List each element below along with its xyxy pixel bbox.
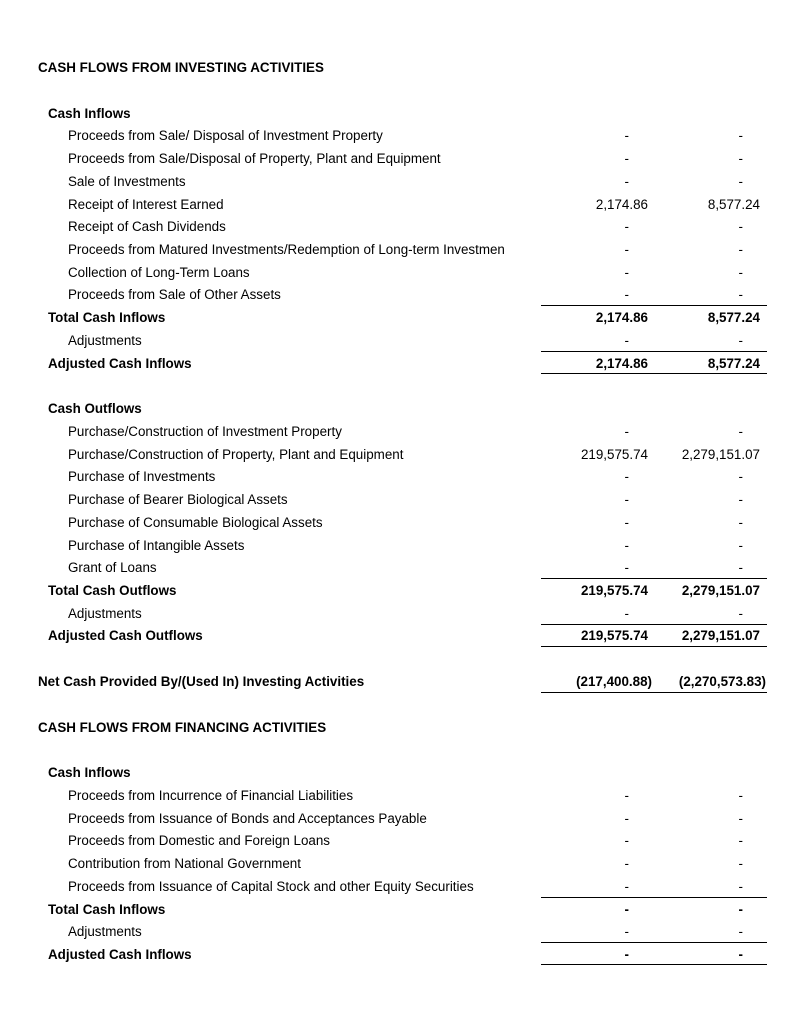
table-row	[0, 241, 795, 259]
table-row	[0, 446, 795, 464]
line-item-label: Proceeds from Issuance of Bonds and Acceptances Payable	[68, 811, 427, 826]
total-rule	[541, 305, 767, 306]
section-heading: CASH FLOWS FROM INVESTING ACTIVITIES	[38, 60, 324, 75]
prior-year-value: 2,279,151.07	[681, 447, 760, 462]
total-label: Total Cash Inflows	[48, 902, 166, 917]
table-row	[0, 878, 795, 896]
current-year-value: -	[624, 924, 629, 939]
line-item-label: Purchase/Construction of Property, Plant and Equipment	[68, 447, 404, 462]
current-year-value: -	[624, 788, 629, 803]
current-year-value: -	[624, 538, 629, 553]
table-row	[0, 537, 795, 555]
table-row	[0, 196, 795, 214]
table-row	[0, 173, 795, 191]
total-rule	[541, 692, 767, 693]
adjusted-total-row	[0, 627, 795, 645]
current-year-value: -	[624, 469, 629, 484]
current-year-net: (217,400.88)	[576, 674, 652, 689]
total-rule	[541, 624, 767, 625]
line-item-label: Receipt of Cash Dividends	[68, 219, 226, 234]
current-year-value: -	[624, 811, 629, 826]
current-year-value: -	[624, 515, 629, 530]
prior-year-value: -	[738, 879, 743, 894]
prior-year-value: -	[738, 924, 743, 939]
total-row	[0, 309, 795, 327]
table-row	[0, 264, 795, 282]
current-year-value: -	[624, 833, 629, 848]
total-rule	[541, 646, 767, 647]
current-year-value: -	[624, 265, 629, 280]
current-year-value: -	[624, 424, 629, 439]
adjusted-total-row	[0, 946, 795, 964]
adjustments-row	[0, 923, 795, 941]
current-year-value: -	[624, 287, 629, 302]
prior-year-value: -	[738, 174, 743, 189]
current-year-value: -	[624, 151, 629, 166]
total-rule	[541, 964, 767, 965]
prior-year-value: 8,577.24	[707, 197, 760, 212]
subsection-heading-row	[0, 105, 795, 123]
subsection-heading-row	[0, 764, 795, 782]
total-label: Total Cash Inflows	[48, 310, 166, 325]
table-row	[0, 150, 795, 168]
line-item-label: Proceeds from Sale/Disposal of Property, Plant and Equipment	[68, 151, 441, 166]
prior-year-total: 2,279,151.07	[681, 628, 760, 643]
subsection-heading: Cash Outflows	[48, 401, 142, 416]
prior-year-value: -	[738, 560, 743, 575]
current-year-value: -	[624, 219, 629, 234]
table-row	[0, 468, 795, 486]
prior-year-value: -	[738, 424, 743, 439]
table-row	[0, 787, 795, 805]
current-year-total: 219,575.74	[580, 583, 648, 598]
prior-year-value: -	[738, 515, 743, 530]
section-heading-row	[0, 719, 795, 737]
line-item-label: Purchase of Intangible Assets	[68, 538, 245, 553]
prior-year-value: -	[738, 333, 743, 348]
net-cash-label: Net Cash Provided By/(Used In) Investing Activities	[38, 674, 365, 689]
current-year-value: -	[624, 492, 629, 507]
prior-year-value: -	[738, 219, 743, 234]
total-rule	[541, 578, 767, 579]
current-year-total: 2,174.86	[595, 310, 648, 325]
prior-year-value: -	[738, 538, 743, 553]
line-item-label: Collection of Long-Term Loans	[68, 265, 250, 280]
section-heading: CASH FLOWS FROM FINANCING ACTIVITIES	[38, 720, 327, 735]
prior-year-net: (2,270,573.83)	[678, 674, 766, 689]
line-item-label: Proceeds from Sale of Other Assets	[68, 287, 281, 302]
prior-year-value: -	[738, 242, 743, 257]
current-year-value: 219,575.74	[580, 447, 648, 462]
prior-year-total: 2,279,151.07	[681, 583, 760, 598]
adjusted-total-label: Adjusted Cash Inflows	[48, 356, 192, 371]
prior-year-total: 8,577.24	[707, 310, 760, 325]
prior-year-total: 8,577.24	[707, 356, 760, 371]
line-item-label: Purchase of Consumable Biological Assets	[68, 515, 323, 530]
table-row	[0, 832, 795, 850]
table-row	[0, 559, 795, 577]
prior-year-value: -	[738, 811, 743, 826]
current-year-value: 2,174.86	[595, 197, 648, 212]
adjusted-total-label: Adjusted Cash Inflows	[48, 947, 192, 962]
current-year-total: -	[624, 902, 629, 917]
prior-year-value: -	[738, 151, 743, 166]
table-row	[0, 514, 795, 532]
table-row	[0, 491, 795, 509]
adjustments-label: Adjustments	[68, 924, 142, 939]
total-row	[0, 901, 795, 919]
subsection-heading: Cash Inflows	[48, 765, 131, 780]
line-item-label: Grant of Loans	[68, 560, 157, 575]
current-year-value: -	[624, 174, 629, 189]
subsection-heading: Cash Inflows	[48, 106, 131, 121]
section-heading-row	[0, 59, 795, 77]
prior-year-value: -	[738, 833, 743, 848]
line-item-label: Proceeds from Issuance of Capital Stock and other Equity Securities	[68, 879, 474, 894]
prior-year-value: -	[738, 788, 743, 803]
prior-year-total: -	[738, 947, 743, 962]
adjustments-row	[0, 332, 795, 350]
table-row	[0, 810, 795, 828]
table-row	[0, 855, 795, 873]
adjustments-label: Adjustments	[68, 606, 142, 621]
total-rule	[541, 351, 767, 352]
line-item-label: Receipt of Interest Earned	[68, 197, 224, 212]
line-item-label: Sale of Investments	[68, 174, 186, 189]
prior-year-value: -	[738, 606, 743, 621]
adjustments-label: Adjustments	[68, 333, 142, 348]
current-year-value: -	[624, 333, 629, 348]
prior-year-value: -	[738, 265, 743, 280]
line-item-label: Purchase/Construction of Investment Property	[68, 424, 342, 439]
total-row	[0, 582, 795, 600]
line-item-label: Proceeds from Sale/ Disposal of Investment Property	[68, 128, 383, 143]
line-item-label: Purchase of Investments	[68, 469, 216, 484]
line-item-label: Proceeds from Incurrence of Financial Liabilities	[68, 788, 354, 803]
adjusted-total-row	[0, 355, 795, 373]
line-item-label: Proceeds from Matured Investments/Redemption of Long-term Investmen	[68, 242, 505, 257]
prior-year-value: -	[738, 128, 743, 143]
line-item-label: Purchase of Bearer Biological Assets	[68, 492, 288, 507]
total-rule	[541, 942, 767, 943]
current-year-total: 2,174.86	[595, 356, 648, 371]
prior-year-value: -	[738, 492, 743, 507]
total-label: Total Cash Outflows	[48, 583, 177, 598]
current-year-total: 219,575.74	[580, 628, 648, 643]
prior-year-value: -	[738, 856, 743, 871]
table-row	[0, 423, 795, 441]
current-year-value: -	[624, 560, 629, 575]
total-rule	[541, 897, 767, 898]
table-row	[0, 218, 795, 236]
current-year-value: -	[624, 856, 629, 871]
net-cash-row	[0, 673, 795, 691]
current-year-total: -	[624, 947, 629, 962]
prior-year-value: -	[738, 469, 743, 484]
total-rule	[541, 373, 767, 374]
current-year-value: -	[624, 606, 629, 621]
prior-year-value: -	[738, 287, 743, 302]
prior-year-total: -	[738, 902, 743, 917]
current-year-value: -	[624, 128, 629, 143]
table-row	[0, 127, 795, 145]
line-item-label: Contribution from National Government	[68, 856, 301, 871]
adjusted-total-label: Adjusted Cash Outflows	[48, 628, 203, 643]
current-year-value: -	[624, 879, 629, 894]
adjustments-row	[0, 605, 795, 623]
current-year-value: -	[624, 242, 629, 257]
line-item-label: Proceeds from Domestic and Foreign Loans	[68, 833, 330, 848]
subsection-heading-row	[0, 400, 795, 418]
table-row	[0, 286, 795, 304]
